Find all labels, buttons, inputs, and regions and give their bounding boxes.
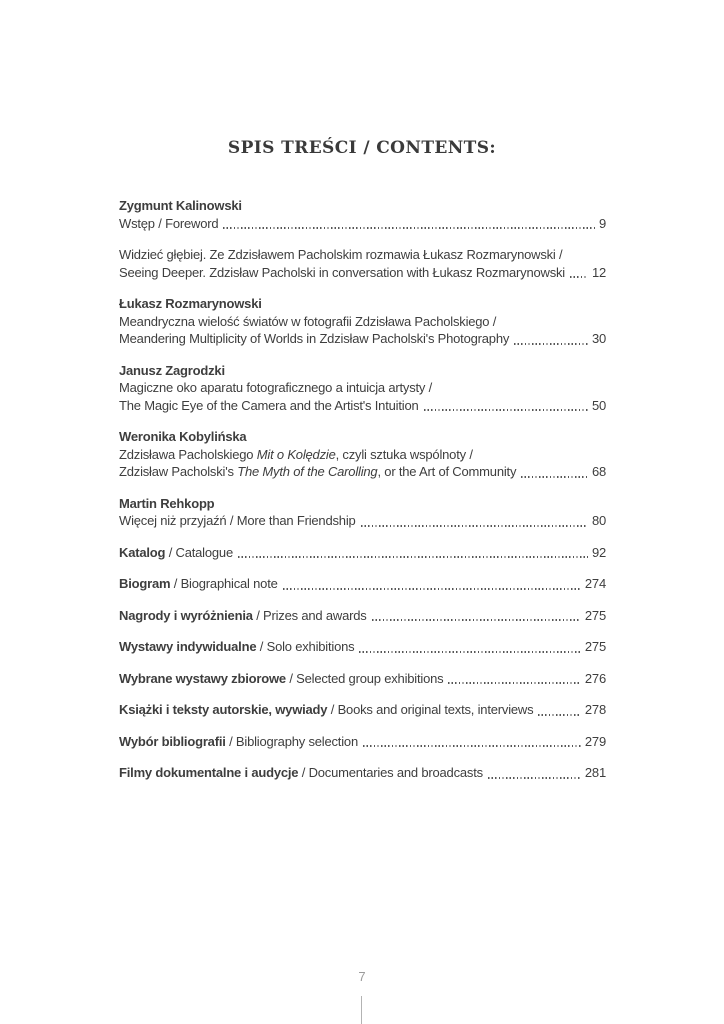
page-title: SPIS TREŚCI / CONTENTS:	[227, 138, 497, 158]
toc-entry-line	[119, 607, 606, 625]
dot-leader	[223, 227, 595, 229]
dot-leader	[448, 682, 580, 684]
toc-entry-text: Nagrody i wyróżnienia / Prizes and awards	[119, 607, 367, 623]
toc-entry-line	[119, 446, 606, 464]
toc-entry-line	[119, 463, 606, 481]
toc-entry-text: Widzieć głębiej. Ze Zdzisławem Pacholskim rozmawia Łukasz Rozmarynowski /	[119, 247, 563, 262]
toc-entry	[119, 701, 606, 719]
toc-entry-page-number: 30	[591, 331, 606, 346]
toc-entry	[119, 362, 606, 415]
toc-entry	[119, 733, 606, 751]
toc-entry-text: Wystawy indywidualne / Solo exhibitions	[119, 639, 355, 654]
toc-entry-page-number: 276	[584, 670, 606, 686]
toc-entry	[119, 495, 606, 530]
toc-entry-line	[119, 215, 606, 233]
toc-entry-text: Więcej niż przyjaźń / More than Friendship	[119, 513, 356, 528]
toc-entry-author: Łukasz Rozmarynowski	[119, 296, 262, 311]
toc-entry-line	[119, 330, 606, 348]
toc-entry-line	[119, 313, 606, 331]
toc-entry-page-number: 275	[584, 639, 606, 654]
page-number: 7	[358, 969, 366, 984]
dot-leader	[521, 476, 588, 478]
toc-entry	[119, 575, 606, 593]
toc-entry-text: Wybór bibliografii / Bibliography selection	[119, 733, 358, 749]
toc-entry-page-number: 279	[584, 733, 606, 749]
toc-entry-line	[119, 638, 606, 656]
footer-rule	[361, 996, 362, 1024]
toc-entry	[119, 428, 606, 481]
toc-entry-text: The Magic Eye of the Camera and the Artist's Intuition	[119, 397, 419, 413]
dot-leader	[424, 409, 588, 411]
toc-entry-author: Martin Rehkopp	[119, 495, 215, 511]
toc-entry-page-number: 274	[584, 576, 606, 591]
toc-entry-text: Meandering Multiplicity of Worlds in Zdzisław Pacholski's Photography	[119, 331, 510, 346]
toc-entry-text: Zdzisław Pacholski's The Myth of the Carolling, or the Art of Community	[119, 464, 517, 479]
dot-leader	[570, 276, 588, 278]
dot-leader	[538, 714, 581, 716]
toc-entry-text: Książki i teksty autorskie, wywiady / Books and original texts, interviews	[119, 702, 534, 717]
dot-leader	[514, 343, 588, 345]
toc-entry	[119, 544, 606, 562]
toc-entry-text: Zdzisława Pacholskiego Mit o Kolędzie, czyli sztuka wspólnoty /	[119, 446, 473, 462]
toc-entry-text: Magiczne oko aparatu fotograficznego a intuicja artysty /	[119, 380, 433, 395]
toc-entry-text: Wybrane wystawy zbiorowe / Selected group exhibitions	[119, 670, 444, 686]
toc-entry-line	[119, 397, 606, 415]
toc-list	[119, 197, 606, 796]
toc-entry-text: Katalog / Catalogue	[119, 544, 233, 560]
toc-entry-page-number: 92	[591, 544, 606, 560]
dot-leader	[283, 588, 581, 590]
toc-entry-text: Meandryczna wielość światów w fotografii Zdzisława Pacholskiego /	[119, 313, 497, 329]
toc-entry-line	[119, 670, 606, 688]
toc-entry	[119, 197, 606, 232]
dot-leader	[372, 619, 581, 621]
toc-entry-text: Wstęp / Foreword	[119, 215, 219, 231]
dot-leader	[238, 556, 588, 558]
toc-entry	[119, 607, 606, 625]
toc-entry-page-number: 281	[584, 765, 606, 780]
toc-entry-author: Zygmunt Kalinowski	[119, 198, 242, 213]
dot-leader	[359, 651, 580, 653]
toc-entry	[119, 764, 606, 782]
toc-entry-page-number: 80	[591, 513, 606, 528]
toc-entry-page-number: 9	[598, 215, 606, 231]
toc-entry-page-number: 68	[591, 464, 606, 479]
toc-entry	[119, 670, 606, 688]
toc-entry-line	[119, 379, 606, 397]
toc-entry-line	[119, 764, 606, 782]
dot-leader	[363, 745, 581, 747]
toc-entry	[119, 295, 606, 348]
dot-leader	[361, 525, 588, 527]
toc-entry-line	[119, 544, 606, 562]
toc-entry-line	[119, 264, 606, 282]
toc-entry-line	[119, 246, 606, 264]
toc-entry-text: Seeing Deeper. Zdzisław Pacholski in conversation with Łukasz Rozmarynowski	[119, 264, 565, 280]
toc-entry	[119, 246, 606, 281]
toc-entry	[119, 638, 606, 656]
toc-entry-author: Weronika Kobylińska	[119, 429, 247, 444]
dot-leader	[488, 777, 581, 779]
toc-entry-text: Filmy dokumentalne i audycje / Documentaries and broadcasts	[119, 765, 483, 780]
toc-entry-line	[119, 575, 606, 593]
toc-entry-line	[119, 733, 606, 751]
toc-entry-author: Janusz Zagrodzki	[119, 362, 225, 378]
toc-entry-line	[119, 512, 606, 530]
toc-entry-page-number: 12	[591, 264, 606, 280]
toc-entry-page-number: 50	[591, 397, 606, 413]
toc-entry-page-number: 278	[584, 702, 606, 717]
toc-entry-page-number: 275	[584, 607, 606, 623]
toc-entry-text: Biogram / Biographical note	[119, 576, 278, 591]
toc-entry-line	[119, 701, 606, 719]
